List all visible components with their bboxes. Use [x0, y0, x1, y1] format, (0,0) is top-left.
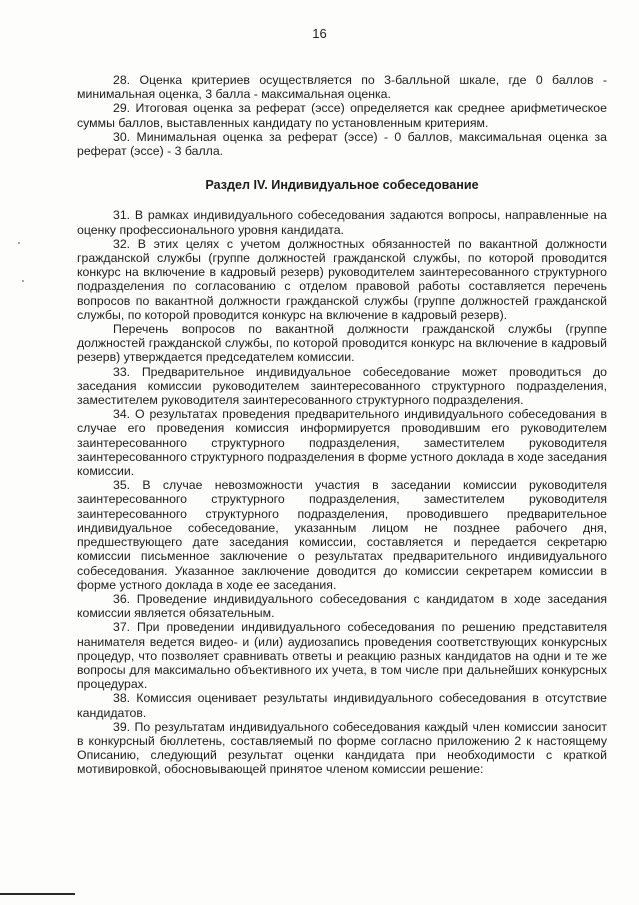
section-heading: Раздел IV. Индивидуальное собеседование: [205, 178, 479, 193]
document-body: [77, 73, 607, 777]
paragraph-35: 35. В случае невозможности участия в заседании комиссии руководителя заинтересованного структурного подразделения, заместителем руководителя заинтересованного структурного подразделения, проводившего предварительное индивидуальное собеседование, указанным лицом не позднее рабочего дня, предшествующего дате заседания комиссии, составляется и передается секретарю комиссии письменное заключение о результатах предварительного индивидуального собеседования. Указанное заключение доводится до комиссии секретарем комиссии в форме устного доклада в ходе ее заседания.: [77, 478, 607, 592]
paragraph-36: 36. Проведение индивидуального собеседования с кандидатом в ходе заседания комиссии является обязательным.: [77, 591, 607, 621]
paragraph-34: 34. О результатах проведения предварительного индивидуального собеседования в случае его проведения комиссия информируется проводившим его руководителем заинтересованного структурного подразделения, заместителем руководителя заинтересованного структурного подразделения в форме устного доклада в ходе заседания комиссии.: [77, 407, 607, 479]
paragraph-32-continued: Перечень вопросов по вакантной должности гражданской службы (группе должностей гражданской службы, по которой проводится конкурс на включение в кадровый резерв) утверждается председателем комиссии.: [77, 322, 607, 365]
paragraph-33: 33. Предварительное индивидуальное собеседование может проводиться до заседания комиссии руководителем заинтересованного структурного подразделения, заместителем руководителя заинтересованного структурного подразделения.: [77, 364, 607, 408]
paragraph-32: 32. В этих целях с учетом должностных обязанностей по вакантной должности гражданской службы (группе должностей гражданской службы, по которой проводится конкурс на включение в кадровый резерв) руководителем заинтересованного структурного подразделения по согласованию с отделом правовой работы составляется перечень вопросов по вакантной должности гражданской службы (группе должностей гражданской службы, по которой проводится конкурс на включение в кадровый резерв).: [77, 236, 607, 322]
scan-speck: [22, 280, 24, 282]
scan-edge-line: [0, 893, 75, 895]
scan-speck: [18, 242, 20, 244]
paragraph-28: 28. Оценка критериев осуществляется по 3-балльной шкале, где 0 баллов - минимальная оценка, 3 балла - максимальная оценка.: [77, 73, 607, 102]
page-number: 16: [312, 26, 327, 41]
paragraph-31: 31. В рамках индивидуального собеседования задаются вопросы, направленные на оценку профессионального уровня кандидата.: [77, 208, 607, 237]
paragraph-37: 37. При проведении индивидуального собеседования по решению представителя нанимателя ведется видео- и (или) аудиозапись проведения соответствующих конкурсных процедур, что позволяет сравнивать ответы и реакцию разных кандидатов на одни и те же вопросы для максимально объективного их учета, в том числе при дальнейших конкурсных процедурах.: [77, 620, 607, 692]
paragraph-29: 29. Итоговая оценка за реферат (эссе) определяется как среднее арифметическое суммы баллов, выставленных кандидату по установленным критериям.: [77, 101, 607, 130]
paragraph-30: 30. Минимальная оценка за реферат (эссе) - 0 баллов, максимальная оценка за реферат (эссе) - 3 балла.: [77, 129, 607, 159]
paragraph-39: 39. По результатам индивидуального собеседования каждый член комиссии заносит в конкурсный бюллетень, составляемый по форме согласно приложению 2 к настоящему Описанию, следующий результат оценки кандидата при необходимости с краткой мотивировкой, обосновывающей принятое членом комиссии решение:: [77, 719, 607, 777]
paragraph-38: 38. Комиссия оценивает результаты индивидуального собеседования в отсутствие кандидатов.: [77, 691, 607, 720]
